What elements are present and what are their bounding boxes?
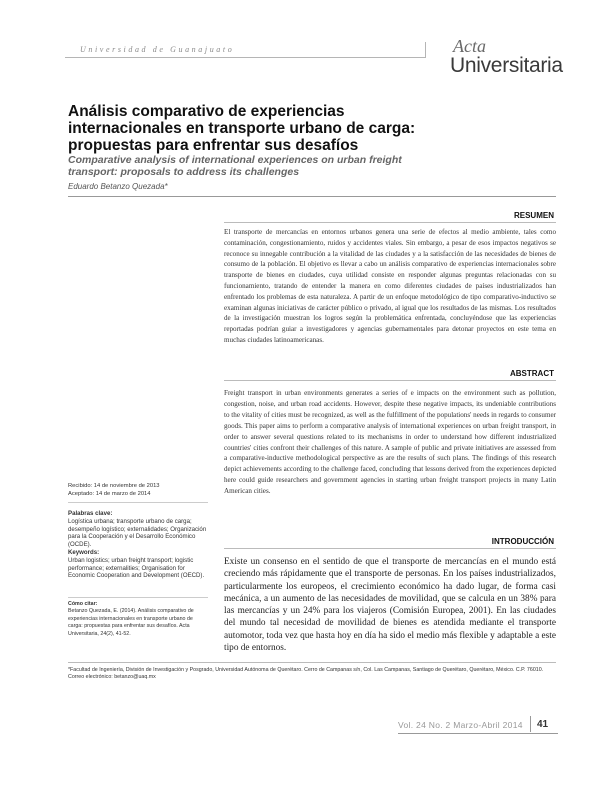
page-number: 41	[537, 719, 549, 730]
journal-reference: Vol. 24 No. 2 Marzo-Abril 2014	[398, 720, 523, 730]
header-rule	[65, 57, 425, 58]
folio-rule	[398, 733, 558, 734]
folio-divider	[530, 716, 531, 732]
acta-universitaria-logo	[450, 36, 563, 84]
resumen-heading: RESUMEN	[513, 211, 554, 220]
citation-rule	[68, 597, 208, 598]
author-affiliation-footnote: *Facultad de Ingeniería, División de Investigación y Posgrado, Universidad Autónoma de Querétaro. Cerro de Campanas s/n, Col. Las Campanas, Santiago de Querétaro, Querétaro, México. C.P. 76010. Correo electrónico: betanzo@uaq.mx	[68, 667, 544, 681]
received-date: Recibido: 14 de noviembre de 2013	[68, 483, 160, 489]
resumen-text: El transporte de mercancías en entornos urbanos genera una serie de efectos al medio ambiente, tales como contaminación, congestionamiento, ruidos y accidentes viales. Sin embargo, a pesar de esos impactos negativos se reconoce su innegable contribución a la vitalidad de las ciudades y a la satisfacción de las necesidades de bienes de consumo de la población. El objetivo es llevar a cabo un análisis comparativo de experiencias internacionales sobre transporte de bienes en ciudades, cuya utilidad consiste en responder algunas preguntas relacionadas con su funcionamiento, tratando de entender la manera en como diferentes ciudades de países industrializados han enfrentado los problemas de esta naturaleza. A partir de un enfoque metodológico de tipo comparativo-inductivo se examinan algunas iniciativas de carácter público o privado, al igual que los resultados de las mismas. Los resultados de la investigación muestran los logros según la problemática enfrentada, concluyéndose que las experiencias reportadas podrían guiar a investigadores y agencias gubernamentales para detonar proyectos en este tema en muchas ciudades latinoamericanas.	[224, 228, 556, 344]
resumen-rule	[224, 222, 556, 223]
abstract-rule	[224, 380, 556, 381]
abstract-heading: ABSTRACT	[510, 369, 554, 378]
keywords-es-title: Palabras clave:	[68, 510, 113, 517]
abstract-text: Freight transport in urban environments generates a series of e impacts on the environment such as pollution, congestion, noise, and urban road accidents. However, despite these negative impacts, its undeniable contributions to the vitality of cities must be recognized, as well as the fulfillment of the populations' needs in regards to consumer goods. This paper aims to perform a comparative analysis of international experiences on urban freight transport, in order to answer several questions related to its mechanisms in order to understand how different industrialized countries' cities confront their challenges of this nature. A sample of public and private initiatives are assessed from a comparative-inductive methodological perspective as are the results of such plans. The findings of this research depict achievements according to the challenge faced, concluding that lessons derived from the experiences depicted here could guide researchers and government agencies in starting urban freight transport projects in many Latin American cities.	[224, 389, 556, 496]
keywords-en-text: Urban logistics; urban freight transport; logistic performance; externalities; Organisation for Economic Cooperation and Development (OECD).	[68, 556, 205, 580]
introduccion-heading: INTRODUCCIÓN	[491, 537, 554, 546]
title-rule	[68, 196, 556, 197]
logo-acta-text: Acta	[453, 36, 486, 56]
keywords-block	[68, 510, 208, 580]
author-name: Eduardo Betanzo Quezada*	[68, 182, 168, 191]
accepted-date: Aceptado: 14 de marzo de 2014	[68, 491, 151, 497]
keywords-es-text: Logística urbana; transporte urbano de carga; desempeño logístico; externalidades; Organización para la Cooperación y el Desarrollo Económico (OCDE).	[68, 517, 207, 549]
citation-title: Cómo citar:	[68, 601, 98, 607]
keywords-en-title: Keywords:	[68, 548, 100, 556]
article-title-english: Comparative analysis of international experiences on urban freight transport: proposals to address its challenges	[68, 154, 402, 178]
dates-rule	[68, 502, 208, 503]
article-dates	[68, 482, 208, 498]
citation-text: Betanzo Quezada, E. (2014). Análisis comparativo de experiencias internacionales en transporte urbano de carga: propuestas para enfrentar sus desafíos. Acta Universitaria, 24(2), 41-52.	[68, 608, 194, 637]
introduccion-rule	[224, 548, 556, 549]
logo-universitaria-text: Universitaria	[450, 54, 563, 77]
header-divider	[425, 42, 426, 58]
article-title-spanish: Análisis comparativo de experiencias internacionales en transporte urbano de carga: propuestas para enfrentar sus desafíos	[68, 103, 416, 154]
citation-block	[68, 601, 208, 638]
footnote-rule	[68, 662, 556, 663]
introduccion-text: Existe un consenso en el sentido de que el transporte de mercancías en el mundo está creciendo más rápidamente que el transporte de personas. En los países industrializados, particularmente los europeos, el crecimiento económico ha dado lugar, de forma casi mecánica, a un aumento de las necesidades de movilidad, que se calcula en un 38% para las mercancías y un 24% para los viajeros (Comisión Europea, 2001). En las ciudades del mundo tal necesidad de movilidad de bienes es atendida mediante el transporte automotor, toda vez que hasta hoy en día ha sido el medio más flexible y adaptable a este tipo de entornos.	[224, 557, 556, 654]
university-name: Universidad de Guanajuato	[80, 45, 235, 54]
